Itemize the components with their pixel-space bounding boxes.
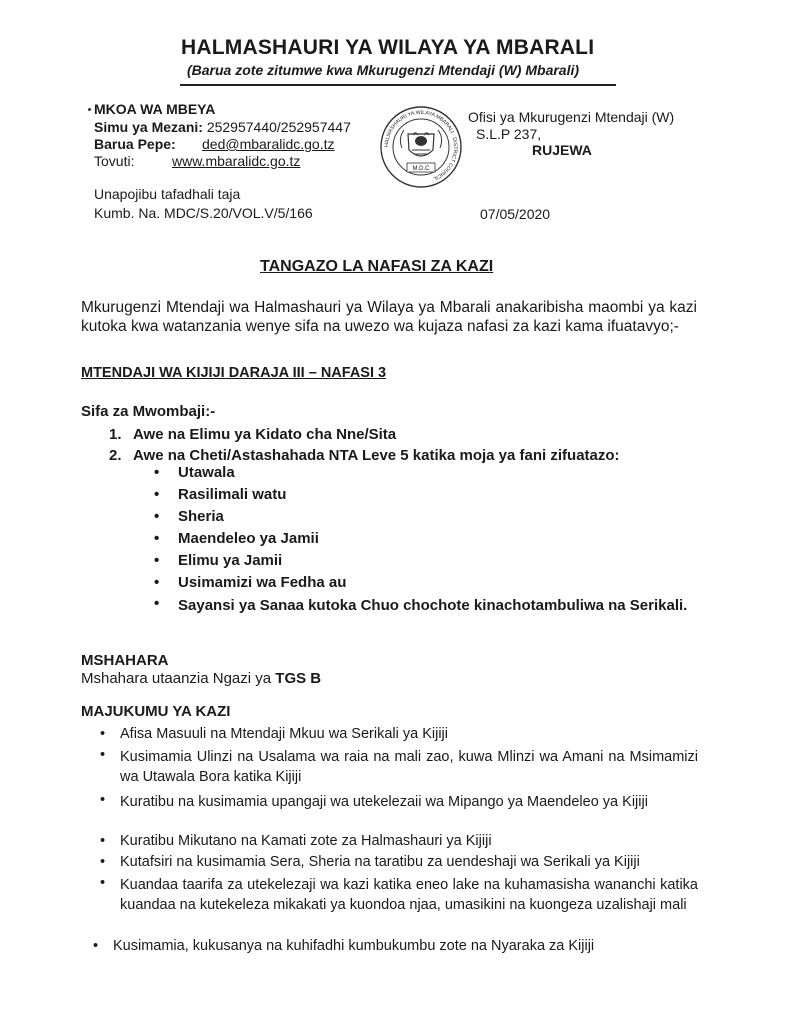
salary-line: Mshahara utaanzia Ngazi ya TGS B [81, 670, 322, 687]
email-label: Barua Pepe: [94, 136, 176, 152]
list-item: • Sayansi ya Sanaa kutoka Chuo chochote kinachotambuliwa na Serikali. [154, 595, 688, 614]
intro-paragraph: Mkurugenzi Mtendaji wa Halmashauri ya Wilaya ya Mbarali anakaribisha maombi ya kazi kutoka kwa watanzania wenye sifa na uwezo wa kujaza nafasi za kazi kama ifuatavyo;- [81, 299, 697, 335]
list-item: • Kuratibu Mikutano na Kamati zote za Halmashauri ya Kijiji [100, 833, 492, 849]
office-line-1: Ofisi ya Mkurugenzi Mtendaji (W) [468, 109, 675, 125]
email-row [94, 136, 335, 152]
phone-row [94, 119, 351, 135]
announcement-title: TANGAZO LA NAFASI ZA KAZI [260, 258, 494, 275]
scan-speck [88, 108, 91, 111]
office-line-2: S.L.P 237, [476, 126, 542, 142]
council-title: HALMASHAURI YA WILAYA YA MBARALI [181, 36, 595, 59]
list-item: • Kuratibu na kusimamia upangaji wa utekelezaii wa Mipango ya Maendeleo ya Kijiji [100, 792, 648, 810]
email-link[interactable]: ded@mbaralidc.go.tz [202, 136, 335, 152]
list-item: • Utawala [154, 464, 235, 481]
seal-ring-text: HALMASHAURI YA WILAYA MBARALI · DISTRICT COUNCIL [383, 109, 459, 182]
council-subtitle: (Barua zote zitumwe kwa Mkurugenzi Mtendaji (W) Mbarali) [187, 62, 580, 78]
qualification-item: 1. Awe na Elimu ya Kidato cha Nne/Sita [109, 426, 397, 443]
list-item: • Rasilimali watu [154, 486, 287, 503]
qualification-item: 2. Awe na Cheti/Astashahada NTA Leve 5 katika moja ya fani zifuatazo: [109, 447, 620, 464]
list-item: • Afisa Masuuli na Mtendaji Mkuu wa Serikali ya Kijiji [100, 726, 448, 742]
reference-number: Kumb. Na. MDC/S.20/VOL.V/5/166 [94, 205, 313, 221]
list-item: • Usimamizi wa Fedha au [154, 574, 347, 591]
qualifications-label: Sifa za Mwombaji:- [81, 403, 216, 420]
letter-date: 07/05/2020 [480, 206, 551, 222]
list-item: • Elimu ya Jamii [154, 552, 283, 569]
phone-label: Simu ya Mezani: [94, 119, 203, 135]
council-seal [378, 104, 464, 190]
region-label: MKOA WA MBEYA [94, 101, 216, 117]
office-line-3: RUJEWA [532, 142, 592, 158]
list-item: • Kuandaa taarifa za utekelezaji wa kazi katika eneo lake na kuhamasisha wananchi katika kuandaa na kutekeleza mikakati ya kuondoa njaa, umasikini na kuongeza uzalishaji mali [100, 875, 698, 913]
position-heading: MTENDAJI WA KIJIJI DARAJA III – NAFASI 3 [81, 365, 387, 381]
duties-heading: MAJUKUMU YA KAZI [81, 703, 231, 720]
web-link[interactable]: www.mbaralidc.go.tz [172, 153, 301, 169]
web-label: Tovuti: [94, 153, 135, 169]
list-item: • Kusimamia Ulinzi na Usalama wa raia na mali zao, kuwa Mlinzi wa Amani na Msimamizi wa Utawala Bora katika Kijiji [100, 747, 698, 785]
salary-grade: TGS B [275, 670, 322, 687]
seal-bottom-text: M.D.C [412, 166, 430, 172]
web-row [94, 153, 300, 169]
salary-heading: MSHAHARA [81, 652, 169, 669]
phone-value: 252957440/252957447 [206, 119, 351, 135]
header-rule [180, 84, 616, 86]
list-item: • Kusimamia, kukusanya na kuhifadhi kumbukumbu zote na Nyaraka za Kijiji [93, 938, 595, 954]
list-item: • Kutafsiri na kusimamia Sera, Sheria na taratibu za uendeshaji wa Serikali ya Kijiji [100, 854, 640, 870]
list-item: • Maendeleo ya Jamii [154, 530, 319, 547]
list-item: • Sheria [154, 508, 224, 525]
reply-note: Unapojibu tafadhali taja [94, 186, 241, 202]
